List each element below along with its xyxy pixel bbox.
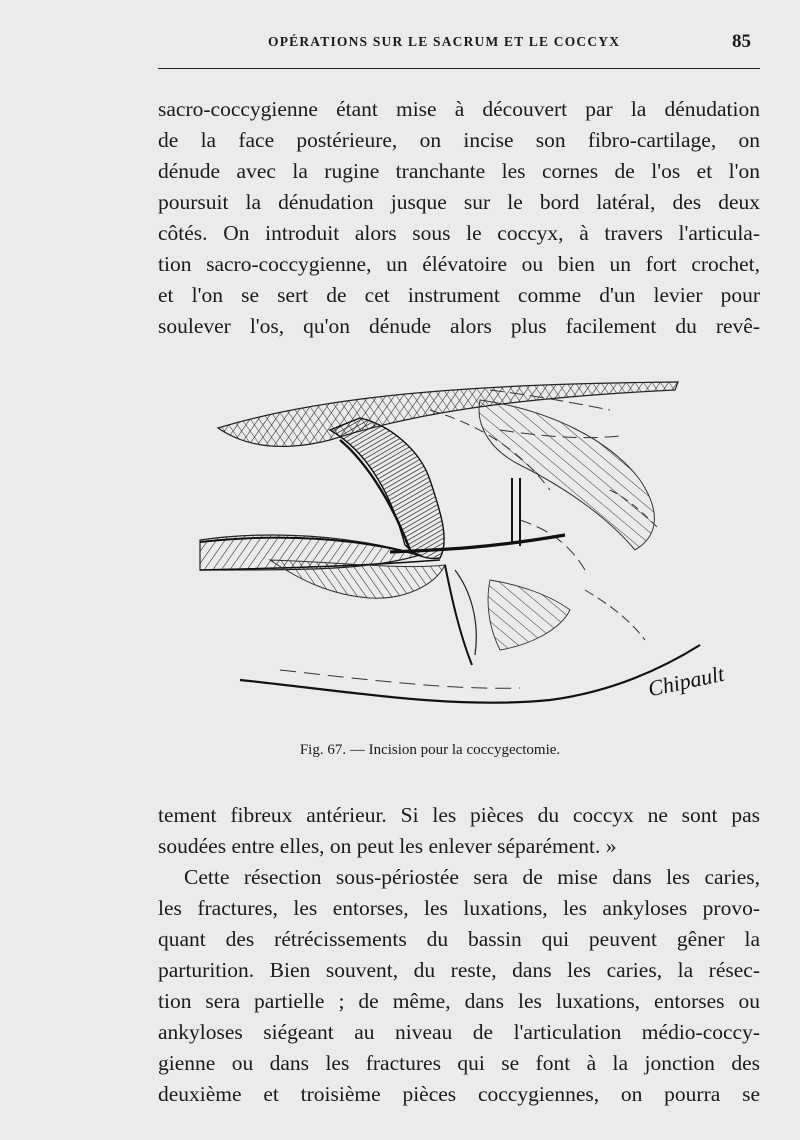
text-line: tement fibreux antérieur. Si les pièces du coccyx ne sont pas [158,803,760,827]
text-line: gienne ou dans les fractures qui se font à la jonction des [158,1051,760,1075]
text-line: de la face postérieure, on incise son fibro-cartilage, on [158,128,760,152]
figure-caption: Fig. 67. — Incision pour la coccygectomie. [299,742,561,758]
paragraph-3 [158,862,760,1110]
text-line: sacro-coccygienne étant mise à découvert par la dénudation [158,97,760,121]
page-number: 85 [732,31,751,52]
text-line: deuxième et troisième pièces coccygiennes, on pourra se [158,1082,760,1106]
header-rule [158,68,760,69]
text-line: ankyloses siégeant au niveau de l'articulation médio-coccy- [158,1020,760,1044]
coccygectomy-drawing [190,370,750,730]
text-line: tion sacro-coccygienne, un élévatoire ou bien un fort crochet, [158,252,760,276]
text-line: soulever l'os, qu'on dénude alors plus facilement du revê- [158,314,760,338]
text-line: et l'on se sert de cet instrument comme d'un levier pour [158,283,760,307]
text-line: poursuit la dénudation jusque sur le bord latéral, des deux [158,190,760,214]
paragraph-2 [158,800,760,862]
text-line: Cette résection sous-périostée sera de mise dans les caries, [184,865,760,889]
text-line: tion sera partielle ; de même, dans les luxations, entorses ou [158,989,760,1013]
text-line: dénude avec la rugine tranchante les cornes de l'os et l'on [158,159,760,183]
text-line: les fractures, les entorses, les luxations, les ankyloses provo- [158,896,760,920]
text-line: quant des rétrécissements du bassin qui peuvent gêner la [158,927,760,951]
figure-67-illustration [190,370,750,730]
artist-signature: Chipault [645,660,727,702]
text-line: parturition. Bien souvent, du reste, dans les caries, la résec- [158,958,760,982]
paragraph-1 [158,94,760,342]
text-line: soudées entre elles, on peut les enlever séparément. » [158,834,617,858]
running-title: OPÉRATIONS SUR LE SACRUM ET LE COCCYX [268,34,621,49]
text-line: côtés. On introduit alors sous le coccyx, à travers l'articula- [158,221,760,245]
running-header [0,28,800,62]
